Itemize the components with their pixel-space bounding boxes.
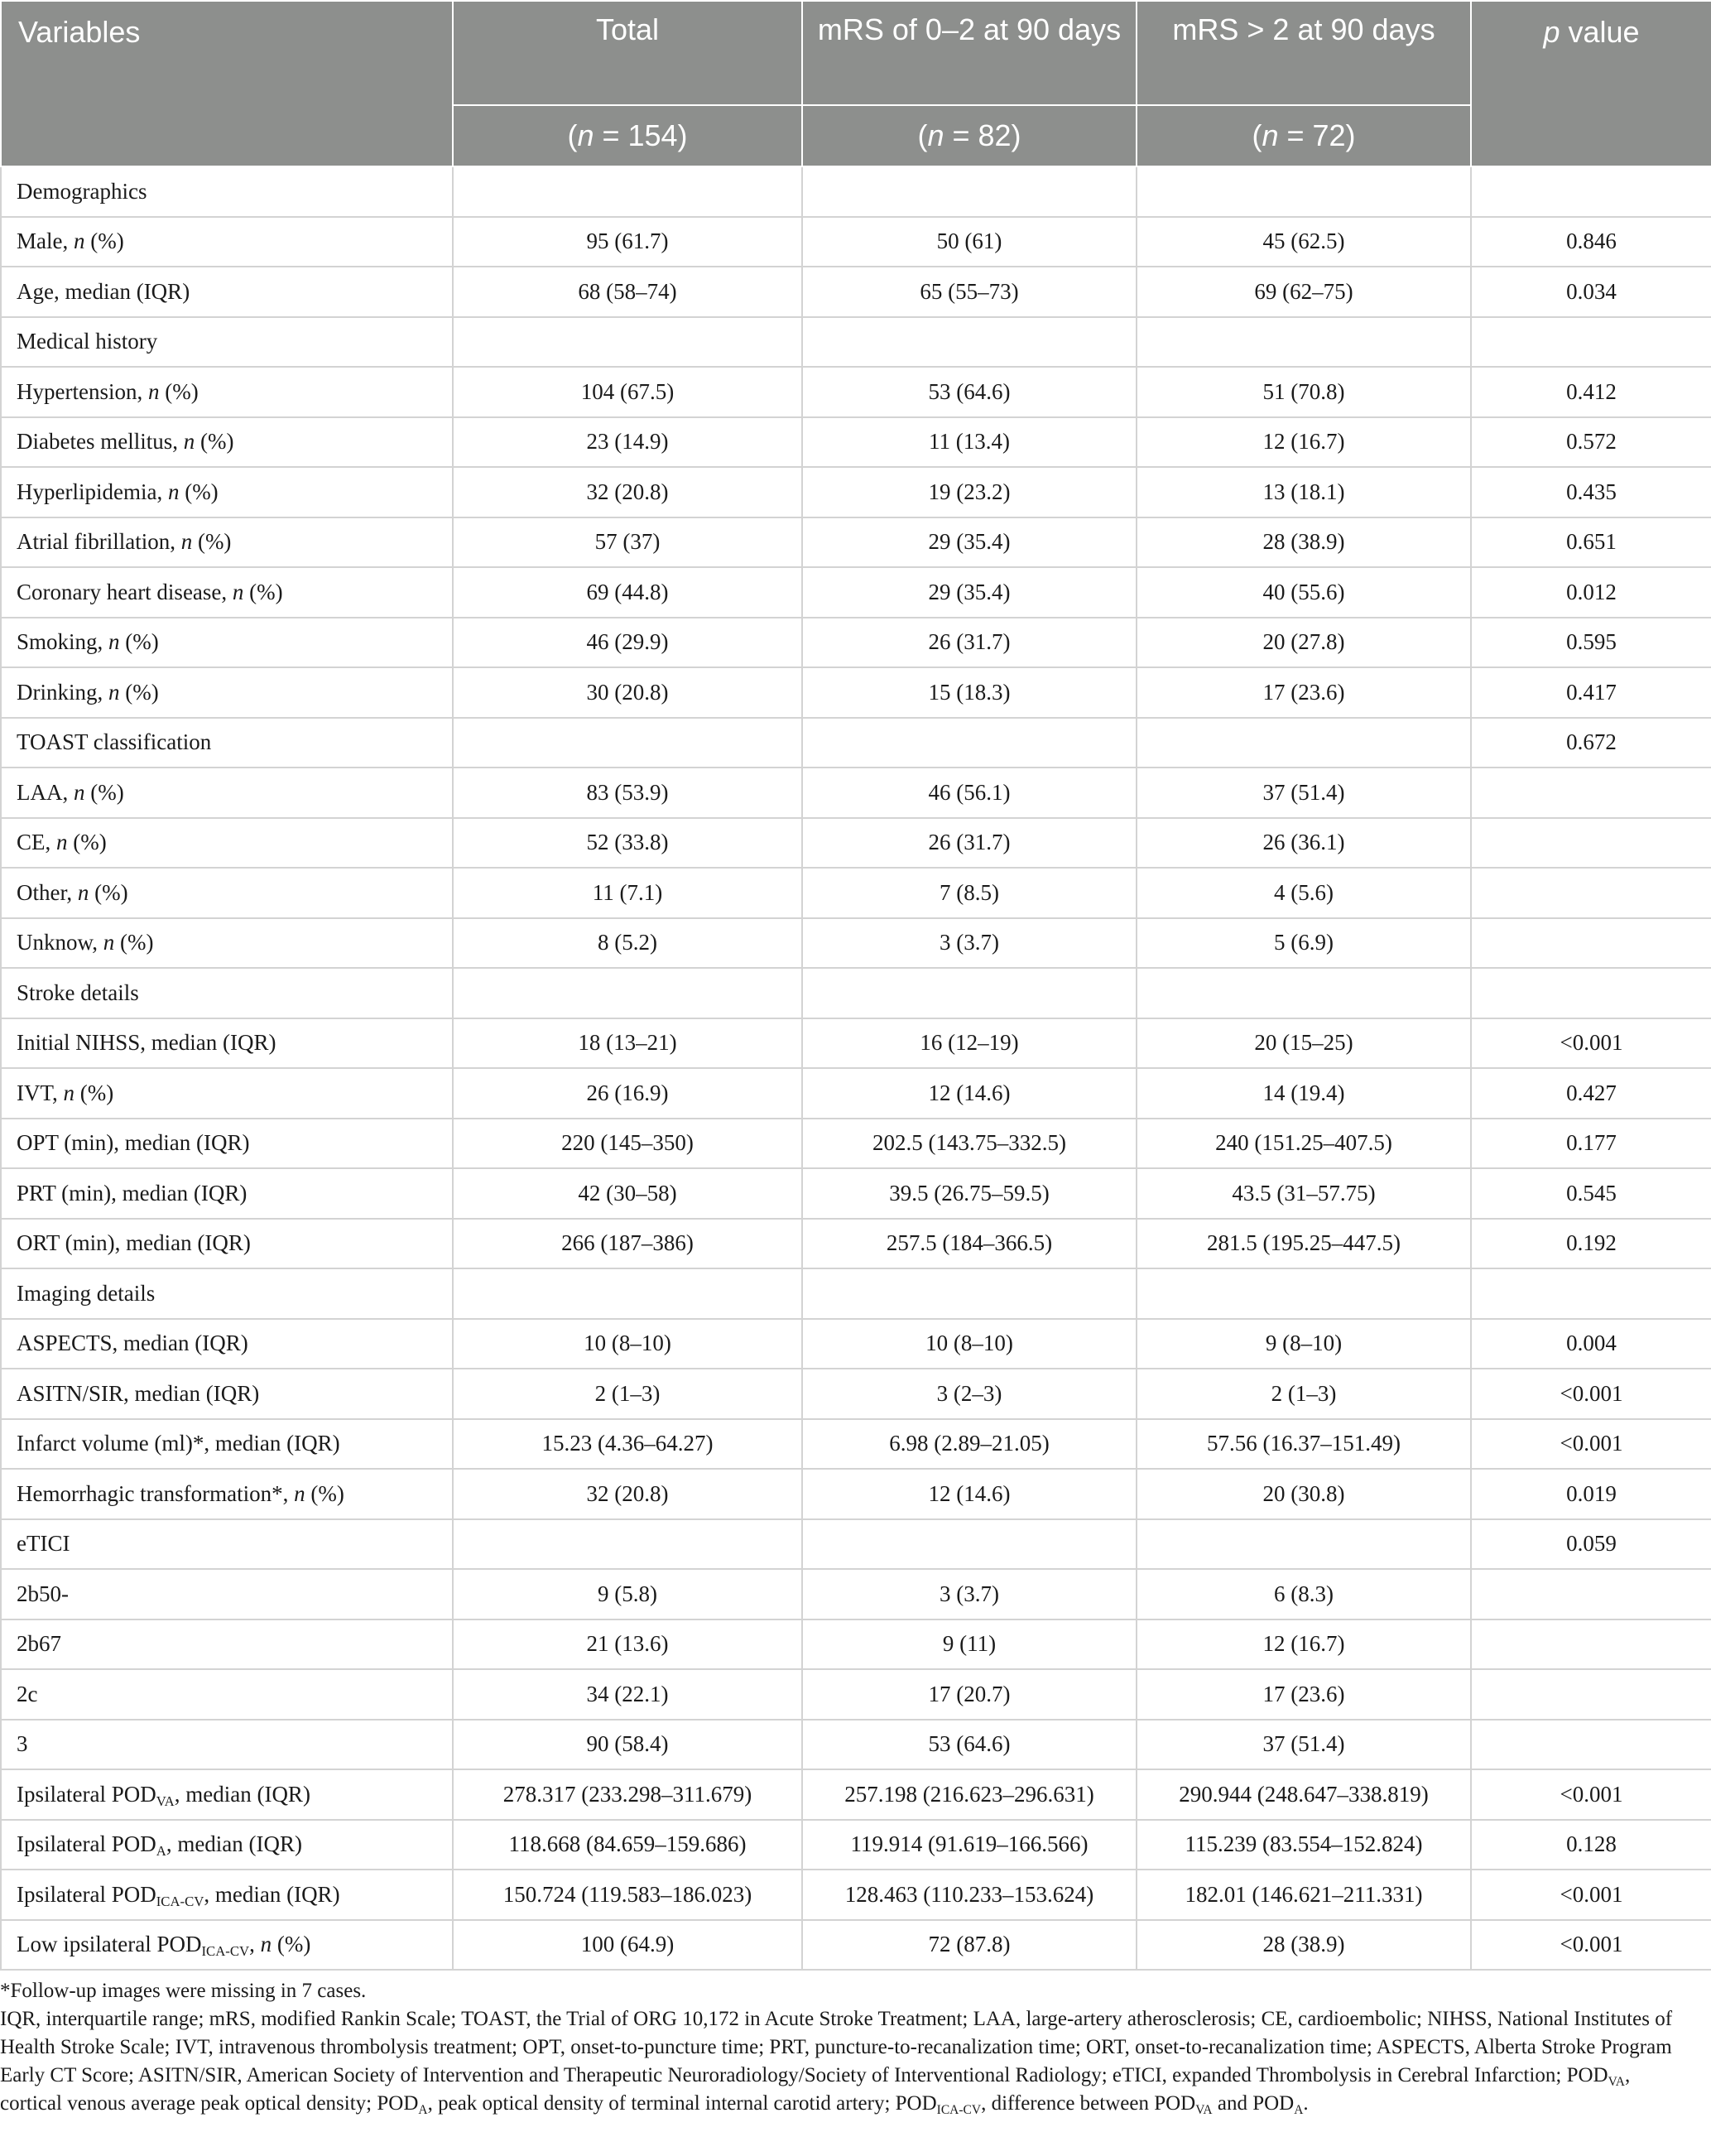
- cell-good: 7 (8.5): [802, 868, 1137, 918]
- cell-total: 42 (30–58): [453, 1168, 802, 1219]
- cell-label: Demographics: [1, 166, 453, 217]
- cell-total: 30 (20.8): [453, 667, 802, 718]
- cell-p: [1471, 868, 1711, 918]
- cell-p: 0.427: [1471, 1068, 1711, 1119]
- cell-total: 220 (145–350): [453, 1119, 802, 1169]
- cell-label: 2b50-: [1, 1569, 453, 1619]
- cell-poor: 13 (18.1): [1137, 467, 1471, 517]
- table-row: [1, 1268, 1711, 1319]
- cell-total: [453, 166, 802, 217]
- cell-label: OPT (min), median (IQR): [1, 1119, 453, 1169]
- cell-total: 95 (61.7): [453, 217, 802, 267]
- table-row: [1, 1720, 1711, 1770]
- cell-label: Smoking, n (%): [1, 618, 453, 668]
- cell-poor: 45 (62.5): [1137, 217, 1471, 267]
- cell-total: 32 (20.8): [453, 467, 802, 517]
- table-row: [1, 517, 1711, 568]
- cell-p: 0.177: [1471, 1119, 1711, 1169]
- cell-p: 0.595: [1471, 618, 1711, 668]
- cell-p: [1471, 968, 1711, 1018]
- table-row: [1, 467, 1711, 517]
- cell-poor: 4 (5.6): [1137, 868, 1471, 918]
- table-row: [1, 968, 1711, 1018]
- cell-good: 26 (31.7): [802, 818, 1137, 869]
- cell-p: <0.001: [1471, 1920, 1711, 1971]
- cell-poor: 40 (55.6): [1137, 567, 1471, 618]
- cell-p: 0.651: [1471, 517, 1711, 568]
- cell-total: 15.23 (4.36–64.27): [453, 1419, 802, 1470]
- header-good-outcome: mRS of 0–2 at 90 days: [802, 1, 1137, 105]
- cell-poor: 20 (15–25): [1137, 1018, 1471, 1069]
- cell-good: [802, 968, 1137, 1018]
- cell-total: 83 (53.9): [453, 768, 802, 818]
- cell-p: [1471, 1268, 1711, 1319]
- cell-p: 0.034: [1471, 267, 1711, 317]
- cell-label: Unknow, n (%): [1, 918, 453, 969]
- cell-poor: 28 (38.9): [1137, 1920, 1471, 1971]
- cell-total: 21 (13.6): [453, 1619, 802, 1670]
- cell-good: [802, 1268, 1137, 1319]
- cell-good: 39.5 (26.75–59.5): [802, 1168, 1137, 1219]
- table-row: [1, 317, 1711, 368]
- footnote-abbreviations: IQR, interquartile range; mRS, modified Rankin Scale; TOAST, the Trial of ORG 10,172 in Acute Stroke Treatment; LAA, large-artery atherosclerosis; CE, cardioembolic; NIHSS, National Institutes of Health Stroke Scale; IVT, intravenous thrombolysis treatment; OPT, onset-to-puncture time; PRT, puncture-to-recanalization time; ORT, onset-to-recanalization time; ASPECTS, Alberta Stroke Program Early CT Score; ASITN/SIR, American Society of Intervention and Therapeutic Neuroradiology/Society of Interventional Radiology; eTICI, expanded Thrombolysis in Cerebral Infarction; $POD_{VA}$, cortical venous average peak optical density; $POD_A$, peak optical density of terminal internal carotid artery; $POD_{ICA-CV}$, difference between $POD_{VA}$ and $POD_A$.: [0, 2008, 1673, 2117]
- cell-total: 266 (187–386): [453, 1219, 802, 1269]
- cell-p: <0.001: [1471, 1419, 1711, 1470]
- cell-p: 0.417: [1471, 667, 1711, 718]
- cell-good: 29 (35.4): [802, 517, 1137, 568]
- cell-label: IVT, n (%): [1, 1068, 453, 1119]
- table-row: [1, 768, 1711, 818]
- cell-total: 46 (29.9): [453, 618, 802, 668]
- table-row: [1, 1219, 1711, 1269]
- cell-p: 0.672: [1471, 718, 1711, 768]
- table-row: [1, 267, 1711, 317]
- cell-good: 11 (13.4): [802, 417, 1137, 468]
- cell-good: 16 (12–19): [802, 1018, 1137, 1069]
- header-n-total: (n = 154): [453, 105, 802, 166]
- cell-poor: 5 (6.9): [1137, 918, 1471, 969]
- cell-total: 100 (64.9): [453, 1920, 802, 1971]
- cell-label: ASITN/SIR, median (IQR): [1, 1369, 453, 1419]
- table-row: [1, 1870, 1711, 1920]
- table-row: [1, 417, 1711, 468]
- header-total: Total: [453, 1, 802, 105]
- cell-label: eTICI: [1, 1519, 453, 1570]
- cell-good: 257.198 (216.623–296.631): [802, 1769, 1137, 1820]
- cell-poor: 51 (70.8): [1137, 367, 1471, 417]
- table-row: [1, 1168, 1711, 1219]
- cell-good: 46 (56.1): [802, 768, 1137, 818]
- cell-good: [802, 317, 1137, 368]
- cell-label: Hemorrhagic transformation*, n (%): [1, 1469, 453, 1519]
- cell-total: 11 (7.1): [453, 868, 802, 918]
- cell-poor: 57.56 (16.37–151.49): [1137, 1419, 1471, 1470]
- cell-p: 0.019: [1471, 1469, 1711, 1519]
- cell-good: 202.5 (143.75–332.5): [802, 1119, 1137, 1169]
- table-row: [1, 718, 1711, 768]
- cell-label: Ipsilateral $POD_A$, median (IQR): [1, 1820, 453, 1870]
- cell-poor: 17 (23.6): [1137, 667, 1471, 718]
- table-row: [1, 567, 1711, 618]
- cell-total: [453, 718, 802, 768]
- table-row: [1, 667, 1711, 718]
- cell-poor: 290.944 (248.647–338.819): [1137, 1769, 1471, 1820]
- cell-poor: [1137, 317, 1471, 368]
- header-p-italic: p: [1543, 15, 1560, 49]
- cell-good: 72 (87.8): [802, 1920, 1137, 1971]
- cell-good: [802, 166, 1137, 217]
- table-row: [1, 1519, 1711, 1570]
- cell-total: 150.724 (119.583–186.023): [453, 1870, 802, 1920]
- cell-label: 2b67: [1, 1619, 453, 1670]
- cell-good: 19 (23.2): [802, 467, 1137, 517]
- cell-good: 17 (20.7): [802, 1669, 1137, 1720]
- cell-label: Imaging details: [1, 1268, 453, 1319]
- cell-poor: 115.239 (83.554–152.824): [1137, 1820, 1471, 1870]
- table-row: [1, 1669, 1711, 1720]
- cell-poor: 12 (16.7): [1137, 417, 1471, 468]
- cell-p: 0.846: [1471, 217, 1711, 267]
- cell-poor: [1137, 166, 1471, 217]
- cell-poor: [1137, 1268, 1471, 1319]
- cell-poor: 9 (8–10): [1137, 1319, 1471, 1369]
- cell-total: 34 (22.1): [453, 1669, 802, 1720]
- table-row: [1, 1419, 1711, 1470]
- cell-p: 0.059: [1471, 1519, 1711, 1570]
- cell-total: 9 (5.8): [453, 1569, 802, 1619]
- table-row: [1, 1569, 1711, 1619]
- header-p-value: [1471, 1, 1711, 166]
- cell-p: [1471, 166, 1711, 217]
- cell-label: Male, n (%): [1, 217, 453, 267]
- cell-p: <0.001: [1471, 1870, 1711, 1920]
- cell-poor: 26 (36.1): [1137, 818, 1471, 869]
- cell-poor: 37 (51.4): [1137, 768, 1471, 818]
- cell-label: Atrial fibrillation, n (%): [1, 517, 453, 568]
- cell-total: 57 (37): [453, 517, 802, 568]
- cell-p: [1471, 1619, 1711, 1670]
- cell-good: [802, 718, 1137, 768]
- table-row: [1, 1369, 1711, 1419]
- cell-label: Low ipsilateral $POD_{ICA-CV}$, n (%): [1, 1920, 453, 1971]
- cell-poor: 28 (38.9): [1137, 517, 1471, 568]
- cell-good: 119.914 (91.619–166.566): [802, 1820, 1137, 1870]
- table-row: [1, 618, 1711, 668]
- cell-total: 278.317 (233.298–311.679): [453, 1769, 802, 1820]
- cell-total: 90 (58.4): [453, 1720, 802, 1770]
- cell-poor: 17 (23.6): [1137, 1669, 1471, 1720]
- cell-good: 53 (64.6): [802, 367, 1137, 417]
- cell-p: 0.192: [1471, 1219, 1711, 1269]
- cell-good: 3 (2–3): [802, 1369, 1137, 1419]
- cell-good: 6.98 (2.89–21.05): [802, 1419, 1137, 1470]
- cell-poor: 182.01 (146.621–211.331): [1137, 1870, 1471, 1920]
- cell-p: 0.004: [1471, 1319, 1711, 1369]
- cell-good: 3 (3.7): [802, 918, 1137, 969]
- cell-label: 2c: [1, 1669, 453, 1720]
- cell-total: 52 (33.8): [453, 818, 802, 869]
- cell-p: 0.545: [1471, 1168, 1711, 1219]
- cell-poor: 240 (151.25–407.5): [1137, 1119, 1471, 1169]
- cell-poor: [1137, 968, 1471, 1018]
- cell-p: <0.001: [1471, 1769, 1711, 1820]
- table-row: [1, 1769, 1711, 1820]
- cell-p: [1471, 1669, 1711, 1720]
- cell-p: <0.001: [1471, 1018, 1711, 1069]
- cell-p: <0.001: [1471, 1369, 1711, 1419]
- cell-label: Ipsilateral $POD_{VA}$, median (IQR): [1, 1769, 453, 1820]
- cell-p: [1471, 317, 1711, 368]
- table-row: [1, 868, 1711, 918]
- cell-good: 26 (31.7): [802, 618, 1137, 668]
- cell-total: 118.668 (84.659–159.686): [453, 1820, 802, 1870]
- cell-good: 128.463 (110.233–153.624): [802, 1870, 1137, 1920]
- table-row: [1, 1619, 1711, 1670]
- cell-good: 3 (3.7): [802, 1569, 1137, 1619]
- cell-label: Diabetes mellitus, n (%): [1, 417, 453, 468]
- cell-good: 50 (61): [802, 217, 1137, 267]
- header-n-good: (n = 82): [802, 105, 1137, 166]
- cell-p: [1471, 1720, 1711, 1770]
- cell-label: ASPECTS, median (IQR): [1, 1319, 453, 1369]
- cell-label: Stroke details: [1, 968, 453, 1018]
- table-row: [1, 217, 1711, 267]
- table-row: [1, 1469, 1711, 1519]
- cell-poor: [1137, 718, 1471, 768]
- cell-good: 12 (14.6): [802, 1068, 1137, 1119]
- footnote-missing: *Follow-up images were missing in 7 cases.: [0, 1980, 367, 2002]
- cell-label: PRT (min), median (IQR): [1, 1168, 453, 1219]
- table-row: [1, 1319, 1711, 1369]
- cell-poor: 37 (51.4): [1137, 1720, 1471, 1770]
- cell-poor: 281.5 (195.25–447.5): [1137, 1219, 1471, 1269]
- cell-poor: 43.5 (31–57.75): [1137, 1168, 1471, 1219]
- cell-label: CE, n (%): [1, 818, 453, 869]
- cell-total: [453, 1268, 802, 1319]
- table-row: [1, 1018, 1711, 1069]
- cell-label: Initial NIHSS, median (IQR): [1, 1018, 453, 1069]
- cell-total: 26 (16.9): [453, 1068, 802, 1119]
- cell-p: 0.435: [1471, 467, 1711, 517]
- cell-good: 257.5 (184–366.5): [802, 1219, 1137, 1269]
- cell-label: ORT (min), median (IQR): [1, 1219, 453, 1269]
- cell-p: 0.412: [1471, 367, 1711, 417]
- cell-label: Other, n (%): [1, 868, 453, 918]
- header-variables: Variables: [1, 1, 453, 166]
- table-row: [1, 1119, 1711, 1169]
- table-body: [1, 166, 1711, 1970]
- cell-good: 65 (55–73): [802, 267, 1137, 317]
- cell-label: Ipsilateral $POD_{ICA-CV}$, median (IQR): [1, 1870, 453, 1920]
- table-row: [1, 1920, 1711, 1971]
- cell-p: [1471, 918, 1711, 969]
- table-row: [1, 166, 1711, 217]
- cell-poor: 12 (16.7): [1137, 1619, 1471, 1670]
- table-footnotes: [0, 1977, 1697, 2118]
- cell-total: [453, 317, 802, 368]
- cell-label: Hyperlipidemia, n (%): [1, 467, 453, 517]
- cell-total: 2 (1–3): [453, 1369, 802, 1419]
- cell-poor: 14 (19.4): [1137, 1068, 1471, 1119]
- cell-label: Drinking, n (%): [1, 667, 453, 718]
- cell-label: TOAST classification: [1, 718, 453, 768]
- cell-label: 3: [1, 1720, 453, 1770]
- table-header: [1, 1, 1711, 166]
- cell-poor: 20 (30.8): [1137, 1469, 1471, 1519]
- table-row: [1, 818, 1711, 869]
- table-row: [1, 918, 1711, 969]
- cell-p: 0.128: [1471, 1820, 1711, 1870]
- cell-good: 53 (64.6): [802, 1720, 1137, 1770]
- cell-total: 10 (8–10): [453, 1319, 802, 1369]
- table-row: [1, 1820, 1711, 1870]
- cell-poor: 20 (27.8): [1137, 618, 1471, 668]
- cell-poor: 69 (62–75): [1137, 267, 1471, 317]
- cell-p: [1471, 1569, 1711, 1619]
- header-poor-outcome: mRS > 2 at 90 days: [1137, 1, 1471, 105]
- cell-total: 18 (13–21): [453, 1018, 802, 1069]
- cell-label: Infarct volume (ml)*, median (IQR): [1, 1419, 453, 1470]
- cell-total: [453, 1519, 802, 1570]
- cell-good: 12 (14.6): [802, 1469, 1137, 1519]
- cell-label: Coronary heart disease, n (%): [1, 567, 453, 618]
- cell-good: 29 (35.4): [802, 567, 1137, 618]
- cell-poor: 6 (8.3): [1137, 1569, 1471, 1619]
- cell-p: [1471, 818, 1711, 869]
- header-p-rest: value: [1560, 15, 1640, 49]
- cell-total: 8 (5.2): [453, 918, 802, 969]
- cell-good: 15 (18.3): [802, 667, 1137, 718]
- cell-total: 32 (20.8): [453, 1469, 802, 1519]
- cell-p: 0.572: [1471, 417, 1711, 468]
- cell-total: 104 (67.5): [453, 367, 802, 417]
- cell-good: 10 (8–10): [802, 1319, 1137, 1369]
- cell-poor: 2 (1–3): [1137, 1369, 1471, 1419]
- header-n-poor: (n = 72): [1137, 105, 1471, 166]
- table-row: [1, 1068, 1711, 1119]
- cell-poor: [1137, 1519, 1471, 1570]
- cell-good: 9 (11): [802, 1619, 1137, 1670]
- table-row: [1, 367, 1711, 417]
- cell-label: Medical history: [1, 317, 453, 368]
- cell-total: 23 (14.9): [453, 417, 802, 468]
- cell-label: LAA, n (%): [1, 768, 453, 818]
- cell-label: Age, median (IQR): [1, 267, 453, 317]
- cell-p: 0.012: [1471, 567, 1711, 618]
- cell-total: 69 (44.8): [453, 567, 802, 618]
- cell-label: Hypertension, n (%): [1, 367, 453, 417]
- cell-good: [802, 1519, 1137, 1570]
- cell-total: 68 (58–74): [453, 267, 802, 317]
- cell-p: [1471, 768, 1711, 818]
- cell-total: [453, 968, 802, 1018]
